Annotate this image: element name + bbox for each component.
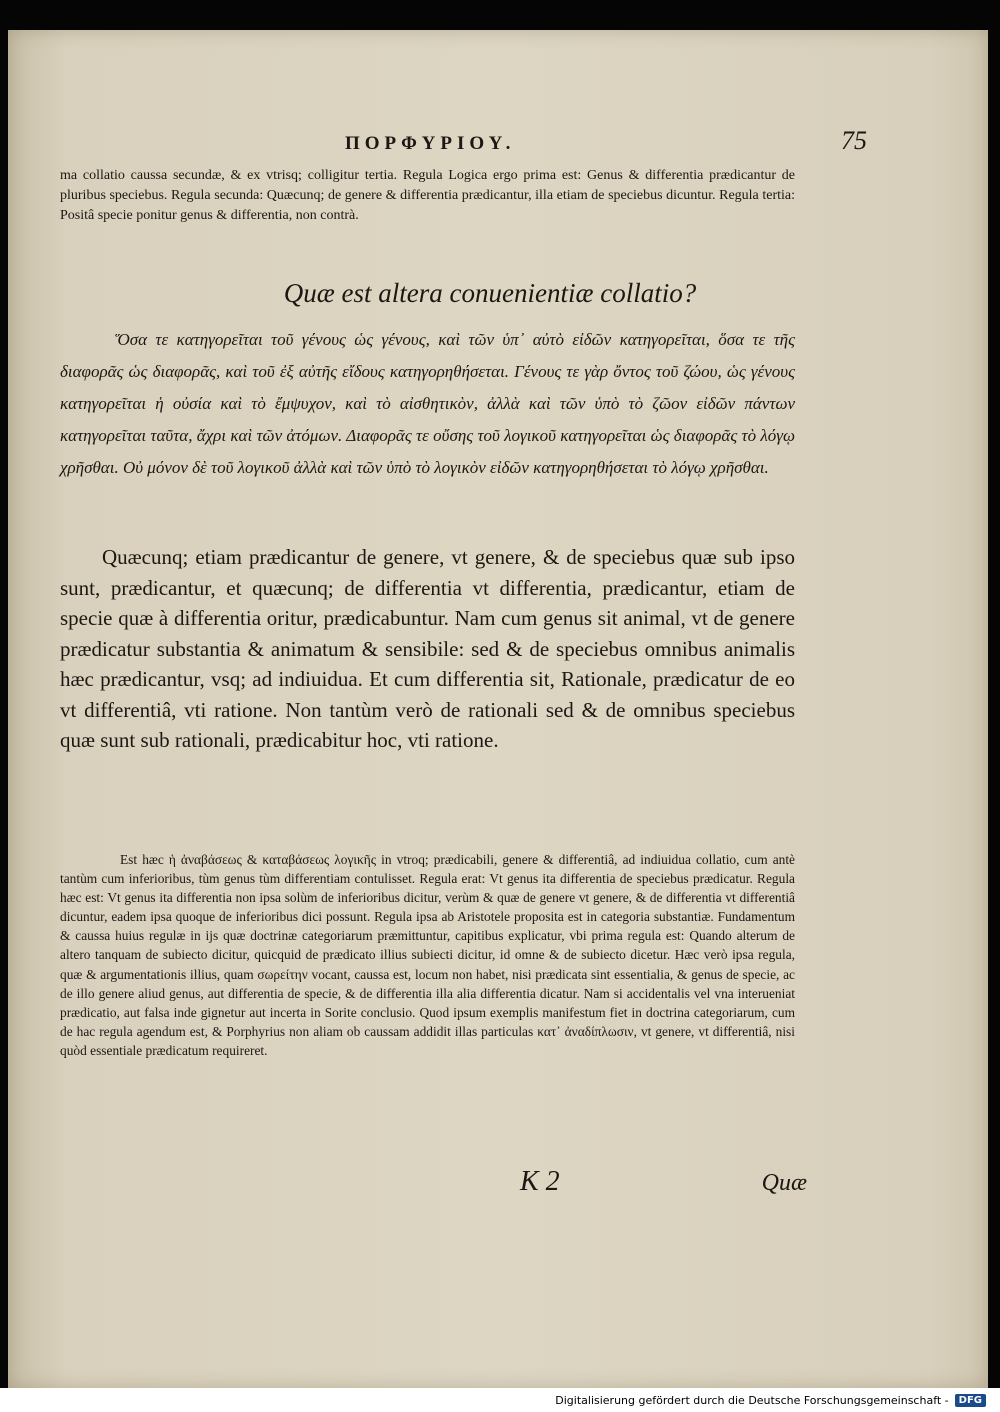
page-footer bbox=[60, 1166, 807, 1206]
page-number: 75 bbox=[841, 126, 867, 155]
intro-paragraph: ma collatio caussa secundæ, & ex vtrisq; colligitur tertia. Regula Logica ergo prima est: Genus & differentia prædicantur de pluribus speciebus. Regula secunda: Quæcunq; de genere & differentia prædicantur, illa etiam de speciebus dicuntur. Regula tertia: Positâ specie ponitur genus & differentia, non contrà. bbox=[60, 168, 795, 223]
funding-banner bbox=[0, 1388, 1000, 1412]
section-question-heading: Quæ est altera conuenientiæ collatio? bbox=[283, 278, 697, 308]
funding-text: Digitalisierung gefördert durch die Deutsche Forschungsgemeinschaft - bbox=[555, 1393, 949, 1407]
latin-translation-block: Quæcunq; etiam prædicantur de genere, vt genere, & de speciebus quæ sub ipso sunt, prædicantur, et quæcunq; de differentia vt differentia, prædicantur, etiam de specie quæ à differentia oritur, prædicabuntur. Nam cum genus sit animal, vt de genere prædicatur substantia & animatum & sensibile: sed & de speciebus omnibus animalis hæc prædicantur, vsq; ad indiuidua. Et cum differentia sit, Rationale, prædicatur de eo vt differentiâ, vti ratione. Non tantùm verò de rationali sed & de omnibus speciebus quæ sunt sub rationali, prædicabitur hoc, vti ratione. bbox=[60, 545, 795, 752]
catchword: Quæ bbox=[761, 1170, 807, 1196]
signature-mark: K 2 bbox=[520, 1166, 560, 1197]
greek-text-block: Ὅσα τε κατηγορεῖται τοῦ γένους ὡς γένους, καὶ τῶν ὑπ᾽ αὐτὸ εἰδῶν κατηγορεῖται, ὅσα τε τῆς διαφορᾶς ὡς διαφορᾶς, καὶ τοῦ ἐξ αὐτῆς εἴδους κατηγορηθήσεται. Γένους τε γὰρ ὄντος τοῦ ζώου, ὡς γένους κατηγορεῖται ἡ οὐσία καὶ τὸ ἔμψυχον, καὶ τὸ αἰσθητικὸν, ἀλλὰ καὶ τῶν ὑπὸ τὸ ζῶον εἰδῶν πάντων κατηγορεῖται ταῦτα, ἄχρι καὶ τῶν ἀτόμων. Διαφορᾶς τε οὔσης τοῦ λογικοῦ κατηγορεῖται ὡς διαφορᾶς τὸ λόγῳ χρῆσθαι. Οὐ μόνον δὲ τοῦ λογικοῦ ἀλλὰ καὶ τῶν ὑπὸ τὸ λογικὸν εἰδῶν κατηγορηθήσεται τὸ λόγῳ χρῆσθαι. bbox=[60, 330, 795, 477]
dfg-logo-icon: DFG bbox=[955, 1394, 986, 1407]
running-head bbox=[345, 126, 867, 156]
book-page bbox=[8, 30, 988, 1388]
commentary-block: Est hæc ἡ ἀναβάσεως & καταβάσεως λογικῆς in vtroq; prædicabili, genere & differentiâ, ad indiuidua collatio, cum antè tantùm cum inferioribus, tùm genus tùm differentiam contulisset. Regula erat: Vt genus ita differentia de speciebus prædicatur. Regula hæc est: Vt genus ita differentia non ipsa solùm de inferioribus dicitur, verùm & quæ de genere vt genere, & de differentia vt differentiâ dicuntur, eadem ipsa quoque de inferioribus dici possunt. Regula ipsa ab Aristotele proposita est in categoria substantiæ. Fundamentum & caussa huius regulæ in ijs quæ doctrinæ categoriarum præmittuntur, capitibus explicatur, vbi prima regula est: Quando alterum de altero tanquam de subiecto dicitur, quicquid de prædicato illius subiecti dicitur, id omne & de subiecto dicetur. Hæc verò ipsa regula, quæ & argumentationis illius, quam σωρείτην vocant, caussa est, locum non habet, nisi prædicata sint essentialia, & genus de specie, ac de illo genere aliud genus, aut differentia de specie, & de differentia illa alia differentia dicatur. Nam si accidentalis vel vna interueniat prædicatio, aut falsa inde gignetur aut incerta in Sorite conclusio. Quod ipsum exemplis manifestum fiet in doctrina categoriarum, cum de hac regula agendum est, & Porphyrius non aliam ob caussam addidit illas particulas κατ᾽ ἀναδίπλωσιν, vt genere, vt differentiâ, nisi quòd essentiale prædicatum requireret. bbox=[60, 852, 795, 1058]
running-head-title: ΠΟΡΦΥΡΙΟΥ. bbox=[345, 133, 516, 154]
